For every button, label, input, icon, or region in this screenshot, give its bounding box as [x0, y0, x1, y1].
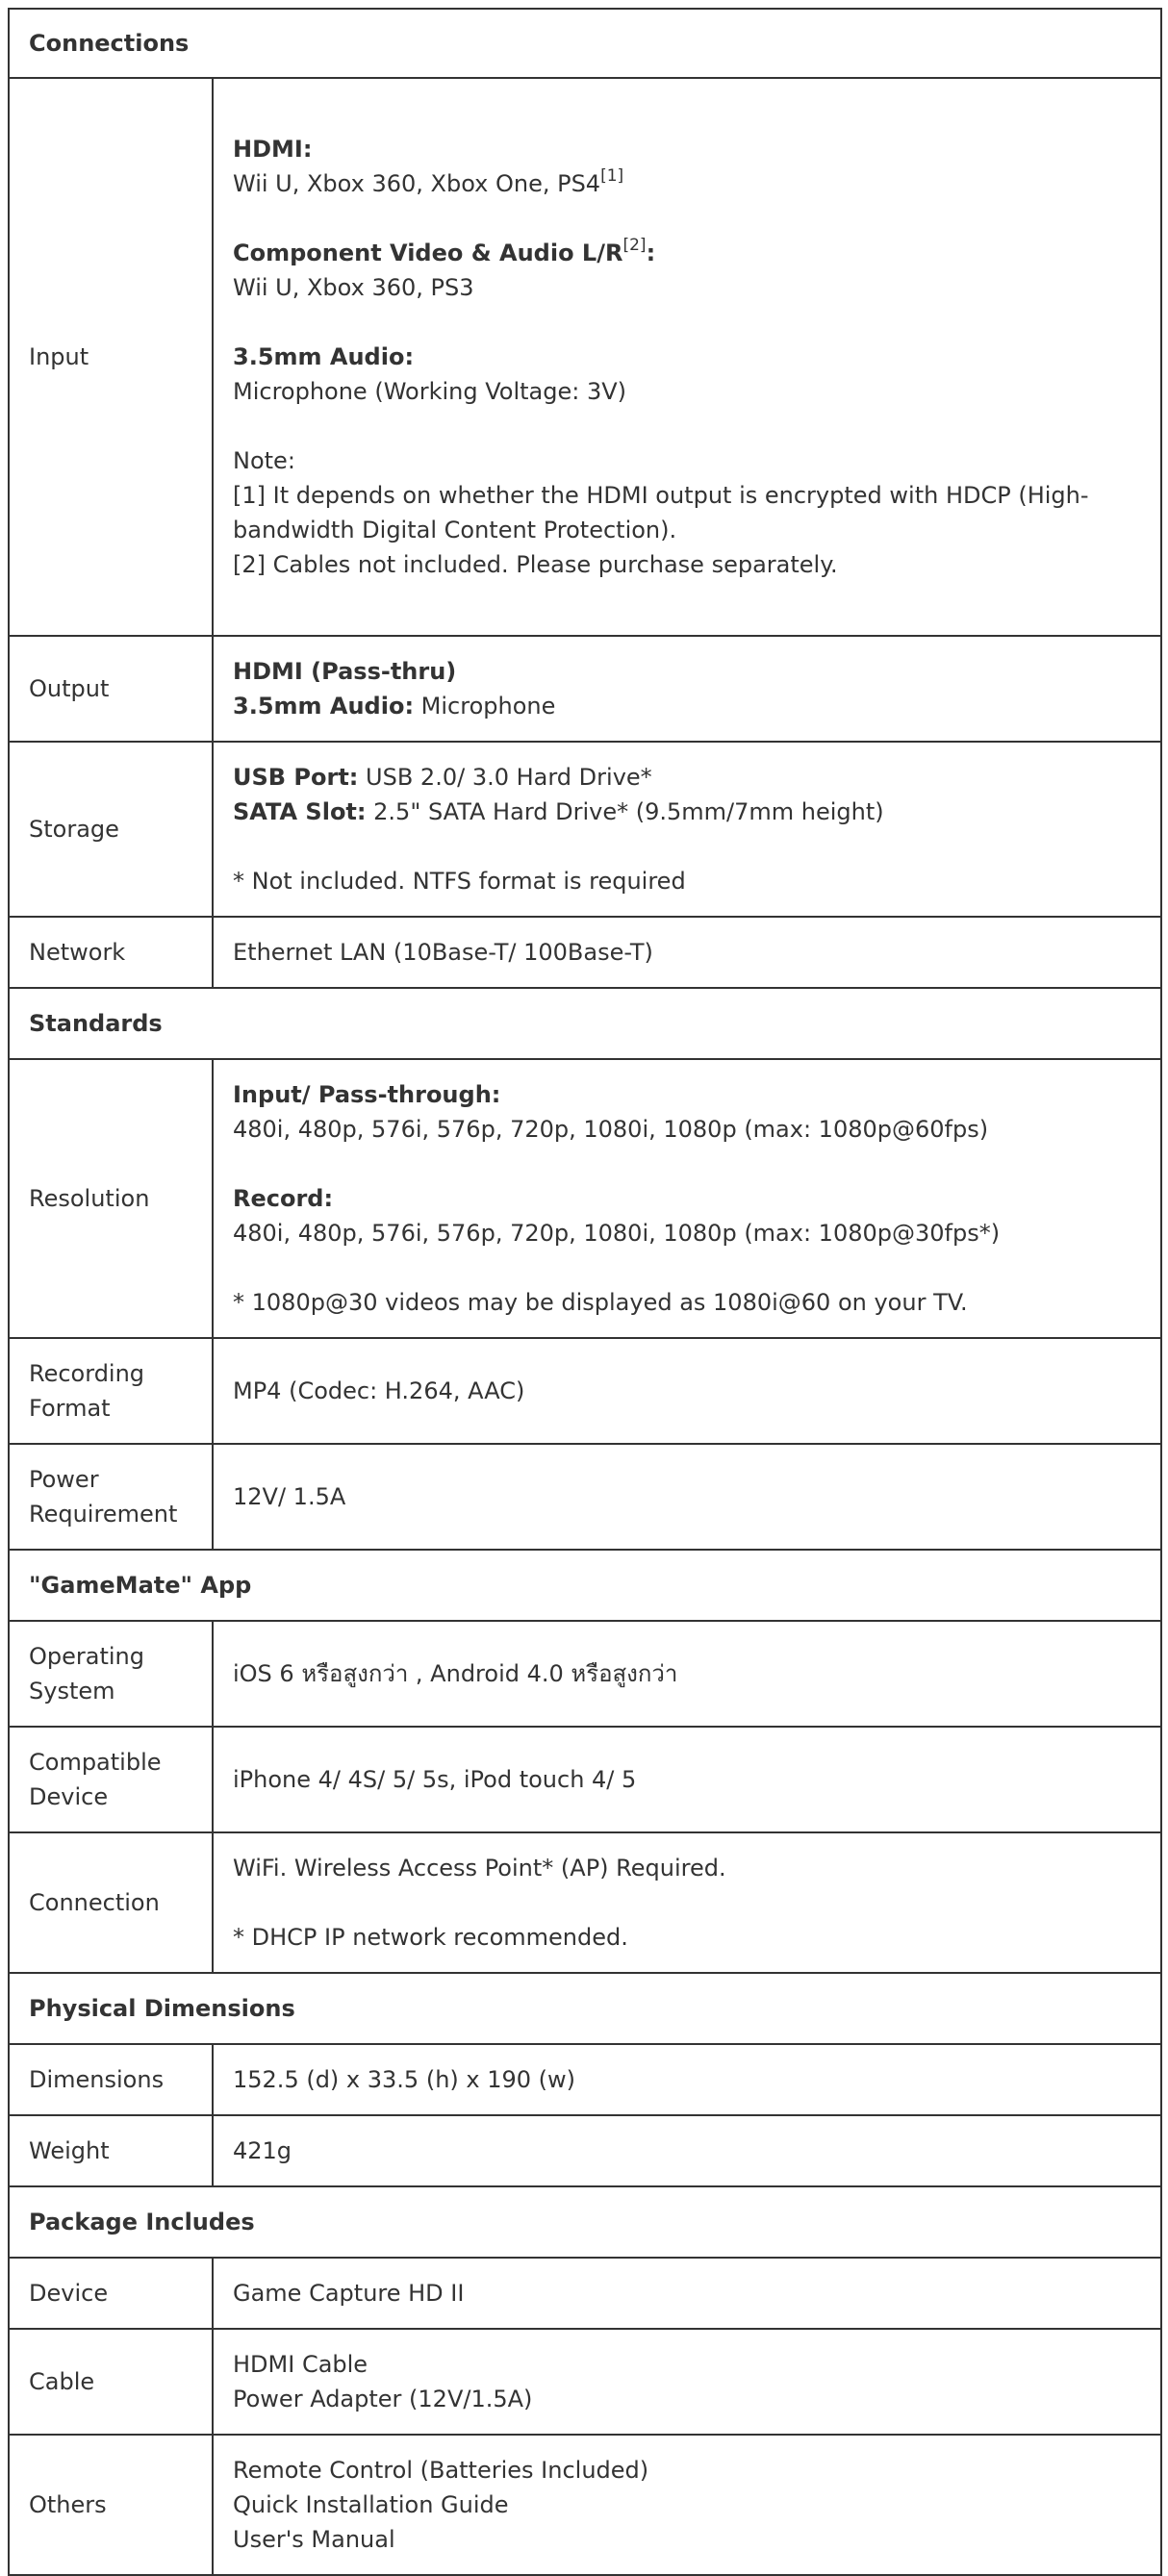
spec-row-input: [9, 78, 1161, 636]
section-row-physical: [9, 1973, 1161, 2044]
component-devices: Wii U, Xbox 360, PS3: [233, 274, 474, 301]
spec-label: Network: [9, 917, 213, 988]
spec-label: Others: [9, 2435, 213, 2575]
usb-heading: USB Port:: [233, 764, 359, 791]
connection-note: * DHCP IP network recommended.: [233, 1924, 628, 1951]
spec-value: iOS 6 หรือสูงกว่า , Android 4.0 หรือสูงกว่า: [213, 1621, 1161, 1727]
spec-label: Recording Format: [9, 1338, 213, 1444]
audio-value: Microphone: [414, 693, 556, 720]
list-item: HDMI Cable: [233, 2351, 368, 2378]
footnote-ref: [2]: [622, 236, 647, 255]
spec-value: Game Capture HD II: [213, 2258, 1161, 2329]
spec-value: [213, 78, 1161, 636]
spec-row-output: [9, 636, 1161, 742]
spec-row-resolution: [9, 1059, 1161, 1338]
hdmi-devices: Wii U, Xbox 360, Xbox One, PS4: [233, 170, 601, 197]
resolution-note: * 1080p@30 videos may be displayed as 1080i@60 on your TV.: [233, 1289, 968, 1316]
audio-heading: 3.5mm Audio:: [233, 343, 415, 370]
spec-value: 152.5 (d) x 33.5 (h) x 190 (w): [213, 2044, 1161, 2115]
footnote-ref: [1]: [600, 166, 624, 186]
record-value: 480i, 480p, 576i, 576p, 720p, 1080i, 1080p (max: 1080p@30fps*): [233, 1220, 1001, 1247]
spec-label: Connection: [9, 1832, 213, 1973]
spec-value: [213, 1059, 1161, 1338]
spec-value: Ethernet LAN (10Base-T/ 100Base-T): [213, 917, 1161, 988]
section-heading: Standards: [9, 988, 1161, 1059]
spec-row-os: [9, 1621, 1161, 1727]
spec-value: [213, 2329, 1161, 2435]
spec-row-storage: [9, 742, 1161, 917]
usb-value: USB 2.0/ 3.0 Hard Drive*: [358, 764, 652, 791]
spec-value: MP4 (Codec: H.264, AAC): [213, 1338, 1161, 1444]
section-row-app: [9, 1550, 1161, 1621]
list-item: User's Manual: [233, 2526, 395, 2553]
spec-label: Output: [9, 636, 213, 742]
section-row-connections: [9, 9, 1161, 78]
spec-label: Resolution: [9, 1059, 213, 1338]
note-text: [1] It depends on whether the HDMI output is encrypted with HDCP (High-bandwidth Digital Content Protection).: [233, 482, 1089, 543]
spec-row-others: [9, 2435, 1161, 2575]
spec-row-device: [9, 2258, 1161, 2329]
spec-label: Input: [9, 78, 213, 636]
spec-label: Cable: [9, 2329, 213, 2435]
spec-row-compatible-device: [9, 1727, 1161, 1832]
list-item: Power Adapter (12V/1.5A): [233, 2386, 533, 2412]
spec-value: [213, 1832, 1161, 1973]
component-colon: :: [646, 240, 656, 266]
section-heading: Package Includes: [9, 2186, 1161, 2258]
spec-table: [8, 8, 1162, 2576]
input-heading: Input/ Pass-through:: [233, 1081, 501, 1108]
audio-heading: 3.5mm Audio:: [233, 693, 415, 720]
section-heading: Physical Dimensions: [9, 1973, 1161, 2044]
record-heading: Record:: [233, 1185, 334, 1212]
spec-label: Storage: [9, 742, 213, 917]
spec-value: [213, 2435, 1161, 2575]
storage-note: * Not included. NTFS format is required: [233, 868, 686, 895]
hdmi-heading: HDMI:: [233, 136, 313, 163]
input-value: 480i, 480p, 576i, 576p, 720p, 1080i, 1080p (max: 1080p@60fps): [233, 1116, 989, 1143]
spec-label: Operating System: [9, 1621, 213, 1727]
spec-value: iPhone 4/ 4S/ 5/ 5s, iPod touch 4/ 5: [213, 1727, 1161, 1832]
connection-value: WiFi. Wireless Access Point* (AP) Required.: [233, 1855, 726, 1881]
spec-row-weight: [9, 2115, 1161, 2186]
note-label: Note:: [233, 447, 295, 474]
spec-label: Dimensions: [9, 2044, 213, 2115]
spec-row-connection: [9, 1832, 1161, 1973]
spec-row-dimensions: [9, 2044, 1161, 2115]
spec-row-cable: [9, 2329, 1161, 2435]
spec-row-recording-format: [9, 1338, 1161, 1444]
output-hdmi: HDMI (Pass-thru): [233, 658, 457, 685]
spec-row-network: [9, 917, 1161, 988]
list-item: Quick Installation Guide: [233, 2491, 509, 2518]
sata-heading: SATA Slot:: [233, 798, 367, 825]
spec-label: Compatible Device: [9, 1727, 213, 1832]
note-text: [2] Cables not included. Please purchase separately.: [233, 551, 838, 578]
sata-value: 2.5" SATA Hard Drive* (9.5mm/7mm height): [366, 798, 884, 825]
spec-label: Power Requirement: [9, 1444, 213, 1550]
spec-value: [213, 742, 1161, 917]
spec-label: Device: [9, 2258, 213, 2329]
section-row-package: [9, 2186, 1161, 2258]
spec-label: Weight: [9, 2115, 213, 2186]
list-item: Remote Control (Batteries Included): [233, 2457, 649, 2484]
section-heading: Connections: [9, 9, 1161, 78]
audio-value: Microphone (Working Voltage: 3V): [233, 378, 626, 405]
section-row-standards: [9, 988, 1161, 1059]
spec-value: [213, 636, 1161, 742]
spec-value: 12V/ 1.5A: [213, 1444, 1161, 1550]
section-heading: "GameMate" App: [9, 1550, 1161, 1621]
component-heading: Component Video & Audio L/R: [233, 240, 623, 266]
spec-value: 421g: [213, 2115, 1161, 2186]
spec-row-power: [9, 1444, 1161, 1550]
